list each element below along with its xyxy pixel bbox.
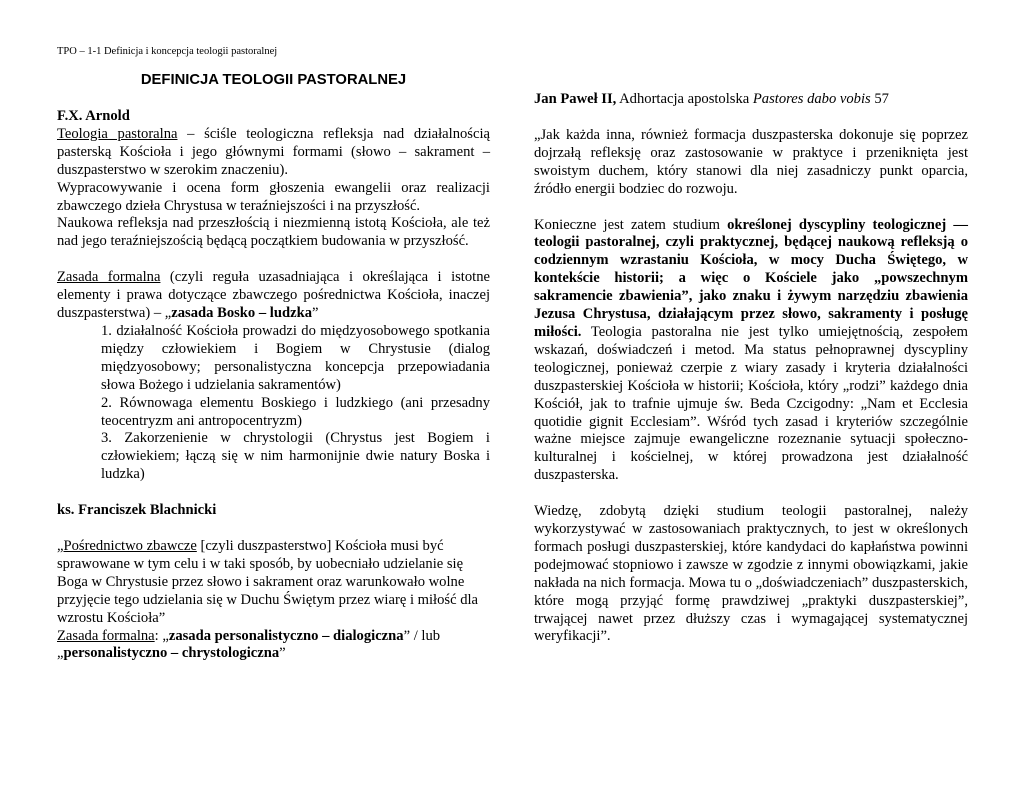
left-column	[57, 70, 490, 663]
quote-term: Pośrednictwo zbawcze	[63, 538, 197, 555]
formal-principle-name-2: personalistyczno – chrystologiczna	[63, 645, 280, 662]
quote-emphasis: określonej dyscypliny teologicznej — teologii pastoralnej, czyli praktycznej, będącej naukową refleksją o codziennym wzrastaniu Kościoła, w mocy Ducha Świętego, w kontekście historii; a więc o Kościele jako „powszechnym sakramencie zbawienia”, jako znaku i żywym narzędziu zbawienia Jezusa Chrystusa, działającym przez słowo, sakramenty i posługę miłości.	[534, 216, 968, 340]
right-column	[534, 91, 968, 646]
definition-term: Teologia pastoralna	[57, 125, 178, 142]
source-citation: Jan Paweł II, Adhortacja apostolska Pastores dabo vobis 57	[534, 91, 889, 107]
principle-item-1: 1. działalność Kościoła prowadzi do międzyosobowego spotkania między człowiekiem i Bogiem w Chrystusie (dialog międzyosobowy; personalistyczna koncepcja przepowiadania słowa Bożego i udzielania sakramentów)	[101, 322, 490, 393]
principle-item-3: 3. Zakorzenienie w chrystologii (Chrystus jest Bogiem i człowiekiem; łączą się w nim harmonijnie dwie natury Boska i ludzka)	[101, 430, 490, 483]
author-arnold: F.X. Arnold	[57, 108, 130, 124]
source-author: Jan Paweł II,	[534, 91, 617, 107]
formal-principle-term: Zasada formalna	[57, 627, 155, 644]
formal-principle-name: zasada Bosko – ludzka	[171, 305, 312, 322]
arnold-formal-principle: Zasada formalna (czyli reguła uzasadniająca i określająca i istotne elementy i prawa dotyczące zbawczego pośrednictwa Kościoła, inaczej duszpasterstwa) – „zasada Bosko – ludzka”	[57, 269, 490, 322]
author-blachnicki: ks. Franciszek Blachnicki	[57, 502, 217, 519]
definition-text: – ściśle teologiczna refleksja nad działalnością pasterską Kościoła i jego głównymi formami (słowo – sakrament – duszpasterstwo w szerokim znaczeniu).	[57, 125, 490, 178]
formal-principle-term: Zasada formalna	[57, 269, 161, 286]
arnold-paragraph-3: Naukowa refleksja nad przeszłością i niezmienną istotą Kościoła, ale też nad jego teraźniejszością będącą początkiem budowania w przyszłość.	[57, 215, 490, 250]
page-title: DEFINICJA TEOLOGII PASTORALNEJ	[140, 72, 407, 88]
arnold-definition	[57, 126, 490, 180]
arnold-paragraph-2: Wypracowywanie i ocena form głoszenia ewangelii oraz realizacji zbawczego dzieła Chrystusa w teraźniejszości i na przyszłość.	[57, 179, 490, 214]
quote-paragraph-2: Konieczne jest zatem studium określonej dyscypliny teologicznej — teologii pastoralnej, czyli praktycznej, będącej naukową refleksją o codziennym wzrastaniu Kościoła, w mocy Ducha Świętego, w kontekście historii; a więc o Kościele jako „powszechnym sakramencie zbawienia”, jako znaku i żywym narzędziu zbawienia Jezusa Chrystusa, działającym przez słowo, sakramenty i posługę miłości. Teologia pastoralna nie jest tylko umiejętnością, zespołem wskazań, doświadczeń i metod. Ma status pełnoprawnej dyscypliny teologicznej, ponieważ czerpie z wiary zasady i kryteria działalności duszpasterskiej Kościoła w historii; Kościoła, który „rodzi” każdego dnia Kościół, jak to trafnie ujmuje św. Beda Czcigodny: „Nam et Ecclesia quotidie gignit Ecclesiam”. Wśród tych zasad i kryteriów szczególnie ważne miejsce zajmuje ewangeliczne rozeznanie sytuacji społeczno-kulturalnej i kościelnej, w której prowadzona jest działalność duszpasterska.	[534, 216, 968, 484]
formal-principle-name-1: zasada personalistyczno – dialogiczna	[168, 627, 404, 644]
principle-item-2: 2. Równowaga elementu Boskiego i ludzkiego (ani przesadny teocentryzm ani antropocentryzm)	[101, 394, 490, 429]
blachnicki-formal-principle: Zasada formalna: „zasada personalistyczno – dialogiczna” / lub „personalistyczno – chrystologiczna”	[57, 627, 441, 662]
quote-paragraph-3: Wiedzę, zdobytą dzięki studium teologii pastoralnej, należy wykorzystywać w zastosowaniach praktycznych, to jest w określonych formach posługi duszpasterskiej, które kandydaci do kapłaństwa powinni podejmować stopniowo i zawsze w zgodzie z innymi obowiązkami, jakie nakłada na nich formacja. Mowa tu o „doświadczeniach” duszpasterskich, które mogą przyjąć formę prawdziwej „praktyki duszpasterskiej”, trwającej nawet przez dłuższy czas i wymagającej systematycznej weryfikacji”.	[534, 503, 968, 645]
quote-paragraph-1: „Jak każda inna, również formacja duszpasterska dokonuje się poprzez dojrzałą refleksję oraz zastosowanie w praktyce i przeniknięta jest swoistym duchem, który stanowi dla niej zasadniczy punkt oparcia, źródło energii bodziec do rozwoju.	[534, 126, 968, 197]
source-title: Pastores dabo vobis	[752, 91, 871, 107]
running-header: TPO – 1-1 Definicja i koncepcja teologii pastoralnej	[57, 46, 278, 57]
blachnicki-quote: „Pośrednictwo zbawcze [czyli duszpasterstwo] Kościoła musi być sprawowane w tym celu i w taki sposób, by uobecniało udzielanie się Boga w Chrystusie przez słowo i sakrament oraz warunkowało wolne przyjęcie tego udzielania się w Duchu Świętym przez wiarę i miłość dla wzrostu Kościoła”	[57, 538, 479, 626]
